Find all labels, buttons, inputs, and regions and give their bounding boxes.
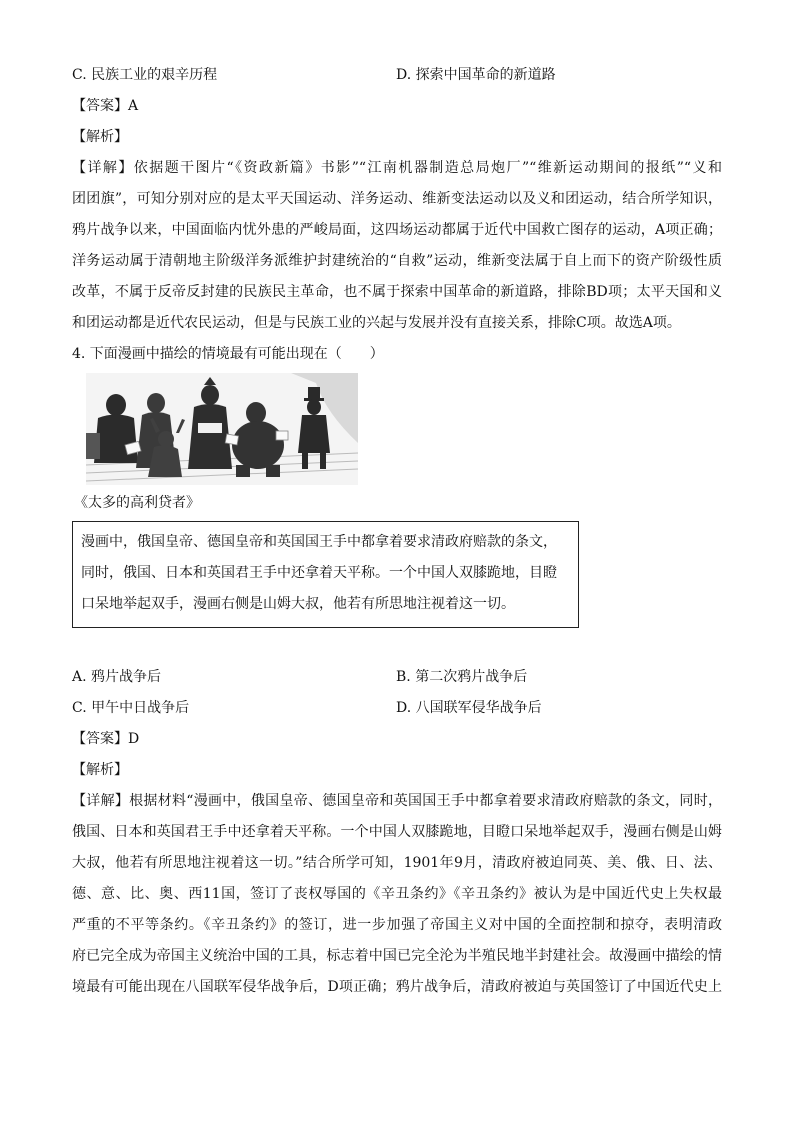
q4-detail-line: 严重的不平等条约。《辛丑条约》的签订，进一步加强了帝国主义对中国的全面控制和掠夺，表明清政 [72,917,722,933]
q4-options-row-1 [72,662,722,693]
q4-detail-line: 【详解】根据材料“漫画中，俄国皇帝、德国皇帝和英国国王手中都拿着要求清政府赔款的条文，同时， [72,793,722,809]
q4-option-b: B. 第二次鸦片战争后 [396,669,528,685]
cartoon-image [86,373,358,485]
q3-option-d: D. 探索中国革命的新道路 [396,67,556,83]
q4-detail [72,786,722,1003]
q3-answer: 【答案】A [72,98,139,114]
q4-option-c: C. 甲午中日战争后 [72,700,190,716]
q3-detail-line: 鸦片战争以来，中国面临内忧外患的严峻局面，这四场运动都属于近代中国救亡图存的运动，A项正确； [72,222,722,238]
q4-detail-line: 德、意、比、奥、西11国，签订了丧权辱国的《辛丑条约》《辛丑条约》被认为是中国近代史上失权最 [72,886,722,902]
q3-detail-line: 【详解】依据题干图片“《资政新篇》书影”“江南机器制造总局炮厂”“维新运动期间的报纸”“义和 [72,160,722,176]
material-line: 同时，俄国、日本和英国君王手中还拿着天平称。一个中国人双膝跪地，目瞪 [81,565,557,581]
q4-detail-line: 境最有可能出现在八国联军侵华战争后，D项正确；鸦片战争后，清政府被迫与英国签订了中国近代史上 [72,979,722,995]
q4-analysis-label: 【解析】 [72,762,128,778]
q3-option-c: C. 民族工业的艰辛历程 [72,67,218,83]
q4-option-d: D. 八国联军侵华战争后 [396,700,542,716]
q3-detail-line: 改革，不属于反帝反封建的民族民主革命，也不属于探索中国革命的新道路，排除BD项；太平天国和义 [72,284,722,300]
q4-detail-line: 大叔，他若有所思地注视着这一切。”结合所学可知，1901年9月，清政府被迫同英、美、俄、日、法、 [72,855,722,871]
material-line: 漫画中，俄国皇帝、德国皇帝和英国国王手中都拿着要求清政府赔款的条文， [81,534,557,550]
q4-detail-line: 俄国、日本和英国君王手中还拿着天平称。一个中国人双膝跪地，目瞪口呆地举起双手，漫画右侧是山姆 [72,824,722,840]
q3-detail [72,153,722,339]
q4-detail-line: 府已完全成为帝国主义统治中国的工具，标志着中国已完全沦为半殖民地半封建社会。故漫画中描绘的情 [72,948,722,964]
q4-option-a: A. 鸦片战争后 [72,669,162,685]
material-line: 口呆地举起双手，漫画右侧是山姆大叔，他若有所思地注视着这一切。 [81,596,515,612]
q3-detail-line: 团团旗”，可知分别对应的是太平天国运动、洋务运动、维新变法运动以及义和团运动，结合所学知识， [72,191,722,207]
q3-analysis-label: 【解析】 [72,129,128,145]
q3-options-row [72,60,722,91]
cartoon-caption: 《太多的高利贷者》 [74,495,200,511]
q4-options-row-2 [72,693,722,724]
q3-detail-line: 和团运动都是近代农民运动，但是与民族工业的兴起与发展并没有直接关系，排除C项。故选A项。 [72,315,681,331]
q4-answer: 【答案】D [72,731,140,747]
exam-page [72,60,722,1003]
q3-detail-line: 洋务运动属于清朝地主阶级洋务派维护封建统治的“自救”运动，维新变法属于自上而下的资产阶级性质 [72,253,722,269]
material-box [72,521,579,628]
q4-stem: 4. 下面漫画中描绘的情境最有可能出现在（ ） [72,346,384,362]
